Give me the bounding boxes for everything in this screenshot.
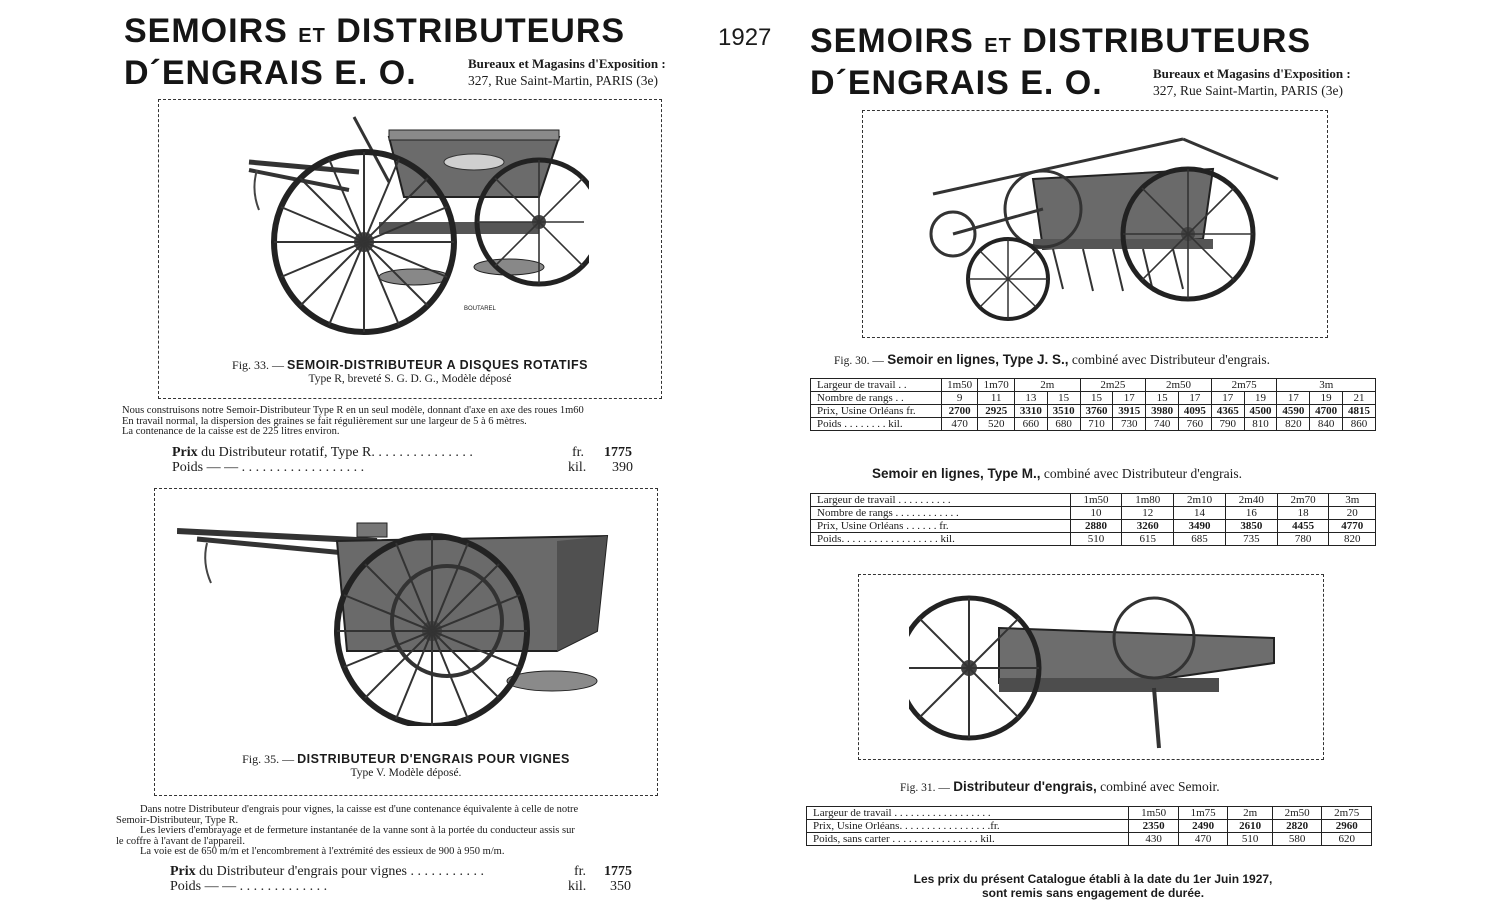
weight-cell: 470 <box>941 418 978 431</box>
rangs-cell: 18 <box>1277 507 1329 520</box>
figure-33-caption <box>159 358 661 373</box>
poids-unit: kil. <box>568 879 587 894</box>
bureaux-label: Bureaux et Magasins d'Exposition : <box>468 56 666 71</box>
price-cell: 2820 <box>1272 820 1322 833</box>
width-cell: 3m <box>1277 379 1376 392</box>
weight-cell: 520 <box>978 418 1015 431</box>
weight-row-type-v <box>170 879 640 895</box>
row-label: Prix, Usine Orléans fr. <box>811 405 942 418</box>
row-label: Poids . . . . . . . . kil. <box>811 418 942 431</box>
price-cell: 4815 <box>1343 405 1376 418</box>
width-cell: 2m75 <box>1211 379 1277 392</box>
address-text: 327, Rue Saint-Martin, PARIS (3e) <box>1153 83 1343 98</box>
weight-cell: 660 <box>1014 418 1047 431</box>
table-type-js <box>810 378 1376 431</box>
price-cell: 2880 <box>1070 520 1122 533</box>
fig-31-number: Fig. 31. — <box>900 782 950 794</box>
header-brand-line1 <box>810 22 1311 61</box>
rangs-cell: 15 <box>1080 392 1113 405</box>
width-cell: 1m50 <box>1070 494 1122 507</box>
fig-33-title: SEMOIR-DISTRIBUTEUR A DISQUES ROTATIFS <box>287 358 588 372</box>
table-row-largeur <box>811 379 1376 392</box>
footer-note-line-1: Les prix du présent Catalogue établi à la date du 1er Juin 1927, <box>913 872 1273 886</box>
table-row-prix <box>807 820 1372 833</box>
rangs-cell: 11 <box>978 392 1015 405</box>
figure-31-caption <box>900 779 1220 795</box>
rangs-cell: 20 <box>1329 507 1376 520</box>
type-v-line-4: le coffre à l'avant de l'appareil. <box>116 835 245 847</box>
poids-desc: — — . . . . . . . . . . . . . <box>204 879 328 894</box>
weight-cell: 735 <box>1225 533 1277 546</box>
brand-et: ET <box>984 35 1012 57</box>
brand-semoirs: SEMOIRS <box>810 22 974 60</box>
rangs-cell: 15 <box>1047 392 1080 405</box>
price-cell: 4590 <box>1277 405 1310 418</box>
type-r-line-3: La contenance de la caisse est de 225 litres environ. <box>122 426 340 437</box>
weight-cell: 730 <box>1113 418 1146 431</box>
width-cell: 2m <box>1228 807 1272 820</box>
type-v-line-3: Les leviers d'embrayage et de fermeture instantanée de la vanne sont à la portée du conducteur assis sur <box>140 825 575 836</box>
type-r-line-1: Nous construisons notre Semoir-Distributeur Type R en un seul modèle, donnant d'axe en axe des roues 1m60 <box>122 405 584 416</box>
bureaux-label: Bureaux et Magasins d'Exposition : <box>1153 66 1351 81</box>
catalog-year: 1927 <box>718 24 772 51</box>
price-cell: 3850 <box>1225 520 1277 533</box>
engraver-mark: BOUTAREL <box>464 306 496 312</box>
price-cell: 2960 <box>1322 820 1372 833</box>
prix-unit: fr. <box>572 445 585 460</box>
figure-31-frame <box>858 574 1324 760</box>
figure-35-caption <box>155 752 657 767</box>
address-text: 327, Rue Saint-Martin, PARIS (3e) <box>468 73 658 88</box>
rangs-cell: 9 <box>941 392 978 405</box>
type-r-line-2: En travail normal, la dispersion des graines se fait régulièrement sur une largeur de 5 à 6 mètres. <box>122 415 527 427</box>
table-row-poids <box>807 833 1372 846</box>
rangs-cell: 13 <box>1014 392 1047 405</box>
table-row-poids <box>811 533 1376 546</box>
row-label: Largeur de travail . . . . . . . . . . . . . . . . . . <box>807 807 1129 820</box>
poids-value-r: 390 <box>612 460 633 475</box>
fig-30-rest: combiné avec Distributeur d'engrais. <box>1071 352 1271 367</box>
type-m-title-bold: Semoir en lignes, Type M., <box>872 466 1041 481</box>
price-cell: 3760 <box>1080 405 1113 418</box>
weight-row-type-r <box>172 460 642 476</box>
width-cell: 2m50 <box>1146 379 1212 392</box>
price-row-type-v <box>170 864 640 880</box>
prix-value-v: 1775 <box>604 864 632 879</box>
figure-33-frame <box>158 99 662 399</box>
row-label: Prix, Usine Orléans. . . . . . . . . . . . . . . . .fr. <box>807 820 1129 833</box>
width-cell: 1m75 <box>1178 807 1228 820</box>
price-cell: 3490 <box>1174 520 1226 533</box>
price-cell: 4095 <box>1179 405 1212 418</box>
fig-30-number: Fig. 30. — <box>834 355 884 367</box>
rangs-cell: 17 <box>1211 392 1244 405</box>
weight-cell: 740 <box>1146 418 1179 431</box>
fig-35-number: Fig. 35. — <box>242 752 295 766</box>
rangs-cell: 17 <box>1113 392 1146 405</box>
width-cell: 1m70 <box>978 379 1015 392</box>
prix-label: Prix <box>170 864 196 879</box>
table-type-m <box>810 493 1376 546</box>
figure-33-subcaption: Type R, breveté S. G. D. G., Modèle déposé <box>308 373 512 385</box>
table-row-largeur <box>807 807 1372 820</box>
seed-spreader-illustration <box>239 112 589 347</box>
row-label: Poids. . . . . . . . . . . . . . . . . . kil. <box>811 533 1071 546</box>
width-cell: 2m25 <box>1080 379 1146 392</box>
price-cell: 3915 <box>1113 405 1146 418</box>
price-cell: 2925 <box>978 405 1015 418</box>
type-v-line-5: La voie est de 650 m/m et l'encombrement à l'extrémité des essieux de 900 à 950 m/m. <box>140 846 505 857</box>
row-label: Poids, sans carter . . . . . . . . . . . . . . . . kil. <box>807 833 1129 846</box>
width-cell: 3m <box>1329 494 1376 507</box>
width-cell: 1m50 <box>1129 807 1179 820</box>
width-cell: 1m80 <box>1122 494 1174 507</box>
type-m-title-rest: combiné avec Distributeur d'engrais. <box>1043 466 1243 481</box>
table-row-rangs <box>811 392 1376 405</box>
row-label: Prix, Usine Orléans . . . . . . fr. <box>811 520 1071 533</box>
price-cell: 4365 <box>1211 405 1244 418</box>
rangs-cell: 21 <box>1343 392 1376 405</box>
width-cell: 2m70 <box>1277 494 1329 507</box>
price-cell: 2700 <box>941 405 978 418</box>
weight-cell: 760 <box>1179 418 1212 431</box>
type-v-line-1: Dans notre Distributeur d'engrais pour vignes, la caisse est d'une contenance équivalente à celle de notre <box>140 804 579 815</box>
price-cell: 2490 <box>1178 820 1228 833</box>
table-row-poids <box>811 418 1376 431</box>
price-cell: 3310 <box>1014 405 1047 418</box>
brand-distributeurs: DISTRIBUTEURS <box>1022 22 1312 60</box>
price-cell: 4455 <box>1277 520 1329 533</box>
weight-cell: 685 <box>1174 533 1226 546</box>
price-cell: 4500 <box>1244 405 1277 418</box>
price-cell: 2350 <box>1129 820 1179 833</box>
width-cell: 2m50 <box>1272 807 1322 820</box>
figure-35-subcaption: Type V. Modèle déposé. <box>350 767 462 779</box>
fig-33-number: Fig. 33. — <box>232 358 285 372</box>
brand-distributeurs: DISTRIBUTEURS <box>336 12 626 50</box>
prix-unit: fr. <box>574 864 587 879</box>
weight-cell: 615 <box>1122 533 1174 546</box>
table-distributeur <box>806 806 1372 846</box>
weight-cell: 710 <box>1080 418 1113 431</box>
row-label: Largeur de travail . . <box>811 379 942 392</box>
brand-et: ET <box>298 25 326 47</box>
weight-cell: 840 <box>1310 418 1343 431</box>
fig-31-rest: combiné avec Semoir. <box>1100 779 1220 794</box>
type-m-title <box>872 466 1242 482</box>
width-cell: 2m10 <box>1174 494 1226 507</box>
row-label: Largeur de travail . . . . . . . . . . <box>811 494 1071 507</box>
header-brand-line1 <box>124 12 625 51</box>
rangs-cell: 12 <box>1122 507 1174 520</box>
prix-desc: du Distributeur d'engrais pour vignes . . . . . . . . . . . <box>199 864 484 879</box>
weight-cell: 820 <box>1329 533 1376 546</box>
weight-cell: 510 <box>1070 533 1122 546</box>
rangs-cell: 14 <box>1174 507 1226 520</box>
rangs-cell: 19 <box>1244 392 1277 405</box>
rangs-cell: 17 <box>1179 392 1212 405</box>
fertilizer-distributor-illustration <box>909 583 1279 753</box>
fig-35-title: DISTRIBUTEUR D'ENGRAIS POUR VIGNES <box>297 752 570 766</box>
type-v-description <box>116 805 578 858</box>
header-brand-line2: D´ENGRAIS E. O. <box>124 54 417 92</box>
rangs-cell: 17 <box>1277 392 1310 405</box>
type-v-line-2: Semoir-Distributeur, Type R. <box>116 814 239 826</box>
price-cell: 3260 <box>1122 520 1174 533</box>
price-cell: 4700 <box>1310 405 1343 418</box>
price-cell: 4770 <box>1329 520 1376 533</box>
rangs-cell: 10 <box>1070 507 1122 520</box>
prix-value-r: 1775 <box>604 445 632 460</box>
rangs-cell: 15 <box>1146 392 1179 405</box>
footer-note-line-2: sont remis sans engagement de durée. <box>981 886 1205 900</box>
weight-cell: 620 <box>1322 833 1372 846</box>
weight-cell: 790 <box>1211 418 1244 431</box>
price-cell: 3510 <box>1047 405 1080 418</box>
width-cell: 2m <box>1014 379 1080 392</box>
prix-desc: du Distributeur rotatif, Type R. . . . . . . . . . . . . . . <box>201 445 473 460</box>
price-cell: 3980 <box>1146 405 1179 418</box>
width-cell: 2m40 <box>1225 494 1277 507</box>
figure-30-frame <box>862 110 1328 338</box>
rangs-cell: 19 <box>1310 392 1343 405</box>
seed-drill-js-illustration <box>913 119 1283 329</box>
weight-cell: 580 <box>1272 833 1322 846</box>
poids-label: Poids <box>170 879 202 894</box>
weight-cell: 510 <box>1228 833 1272 846</box>
table-row-prix <box>811 520 1376 533</box>
weight-cell: 780 <box>1277 533 1329 546</box>
brand-semoirs: SEMOIRS <box>124 12 288 50</box>
type-r-description <box>122 406 584 438</box>
weight-cell: 470 <box>1178 833 1228 846</box>
table-row-prix <box>811 405 1376 418</box>
table-row-largeur <box>811 494 1376 507</box>
weight-cell: 860 <box>1343 418 1376 431</box>
weight-cell: 820 <box>1277 418 1310 431</box>
poids-desc: — — . . . . . . . . . . . . . . . . . . <box>206 460 365 475</box>
poids-value-v: 350 <box>610 879 631 894</box>
row-label: Nombre de rangs . . <box>811 392 942 405</box>
rangs-cell: 16 <box>1225 507 1277 520</box>
weight-cell: 680 <box>1047 418 1080 431</box>
figure-35-frame <box>154 488 658 796</box>
poids-label: Poids <box>172 460 204 475</box>
row-label: Nombre de rangs . . . . . . . . . . . . <box>811 507 1071 520</box>
figure-30-caption <box>834 352 1270 368</box>
table-row-rangs <box>811 507 1376 520</box>
width-cell: 1m50 <box>941 379 978 392</box>
prix-label: Prix <box>172 445 198 460</box>
fig-30-title: Semoir en lignes, Type J. S., <box>887 352 1069 367</box>
fig-31-title: Distributeur d'engrais, <box>953 779 1097 794</box>
weight-cell: 810 <box>1244 418 1277 431</box>
weight-cell: 430 <box>1129 833 1179 846</box>
right-catalog-page <box>790 0 1500 900</box>
poids-unit: kil. <box>568 460 587 475</box>
header-brand-line2: D´ENGRAIS E. O. <box>810 64 1103 102</box>
price-row-type-r <box>172 445 642 461</box>
vine-fertilizer-spreader-illustration <box>177 501 617 726</box>
price-cell: 2610 <box>1228 820 1272 833</box>
width-cell: 2m75 <box>1322 807 1372 820</box>
